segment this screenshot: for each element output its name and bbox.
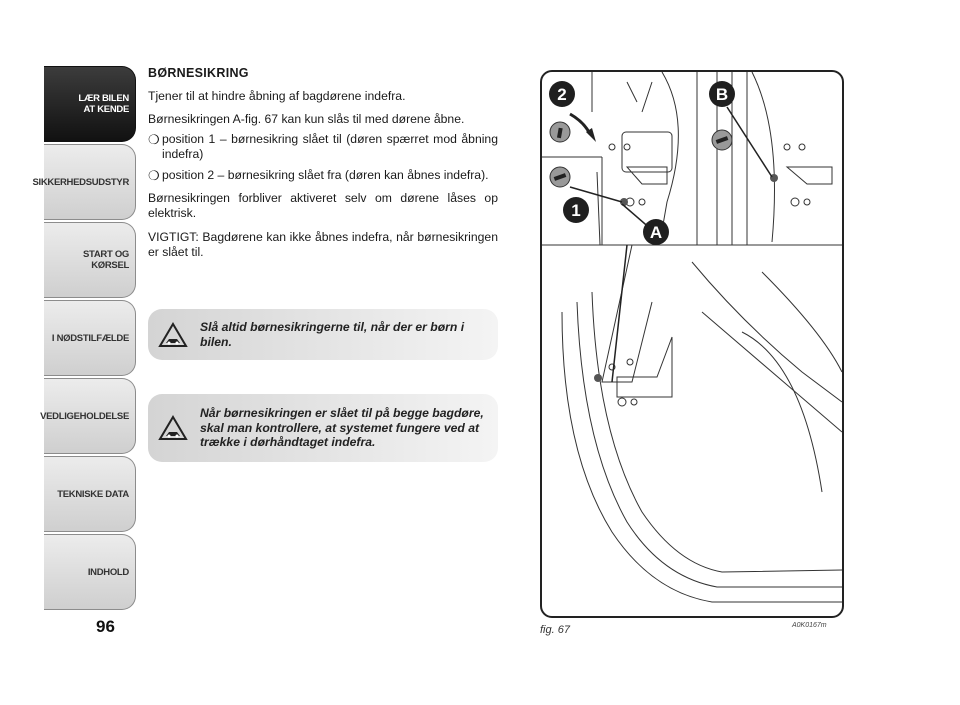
page-number: 96 [96, 617, 115, 636]
tab-i-nodstilfaelde[interactable] [44, 300, 136, 376]
figure-caption: fig. 67 [540, 624, 570, 636]
callout-1: 1 [571, 201, 581, 220]
tab-label: START OG KØRSEL [83, 249, 129, 271]
warning-triangle-icon [158, 415, 188, 441]
warning-box [148, 394, 498, 462]
intro-paragraph: Tjener til at hindre åbning af bagdørene indefra. [148, 89, 406, 104]
chapter-sidebar [32, 66, 136, 612]
tab-vedligeholdelse[interactable] [40, 378, 136, 454]
list-item [148, 132, 498, 162]
tab-label: TEKNISKE DATA [57, 488, 129, 500]
tab-label: SIKKERHEDSUDSTYR [32, 176, 129, 188]
warning-text: Når børnesikringen er slået til på begge bagdøre, skal man kontrollere, at systemet fungere ved at trække i dørhåndtaget indefra. [200, 406, 484, 450]
tab-indhold[interactable] [44, 534, 136, 610]
warning-triangle-icon [158, 322, 188, 348]
callout-a: A [649, 223, 663, 242]
callout-2: 2 [557, 85, 567, 104]
bullet-icon: ❍ [148, 168, 160, 184]
paragraph: Børnesikringen A-fig. 67 kan kun slås til med dørene åbne. [148, 112, 465, 127]
important-note: VIGTIGT: Bagdørene kan ikke åbnes indefra, når børnesikringen er slået til. [148, 229, 498, 259]
warning-text: Slå altid børnesikringerne til, når der er børn i bilen. [200, 320, 465, 349]
tab-label: LÆR BILEN AT KENDE [78, 93, 129, 115]
list-item [148, 168, 498, 183]
tab-sikkerhedsudstyr[interactable] [32, 144, 136, 220]
paragraph: Børnesikringen forbliver aktiveret selv om dørene låses op elektrisk. [148, 191, 498, 221]
tab-label: I NØDSTILFÆLDE [51, 332, 129, 344]
tab-start-og-korsel[interactable] [44, 222, 136, 298]
door-lock-illustration [540, 70, 844, 618]
tab-label: VEDLIGEHOLDELSE [40, 410, 129, 422]
section-heading: BØRNESIKRING [148, 66, 249, 80]
bullet-icon: ❍ [148, 131, 160, 147]
figure-code: A0K0167m [792, 622, 827, 629]
text-column [148, 66, 498, 268]
door-drawing [542, 72, 842, 616]
list-item-text: position 2 – børnesikring slået fra (døren kan åbnes indefra). [162, 168, 489, 183]
tab-tekniske-data[interactable] [44, 456, 136, 532]
callout-b: B [715, 85, 729, 104]
tab-label: INDHOLD [87, 566, 129, 578]
list-item-text: position 1 – børnesikring slået til (døren spærret mod åbning indefra) [162, 131, 498, 161]
tab-laer-bilen-at-kende[interactable] [44, 66, 136, 142]
warning-box [148, 309, 498, 360]
